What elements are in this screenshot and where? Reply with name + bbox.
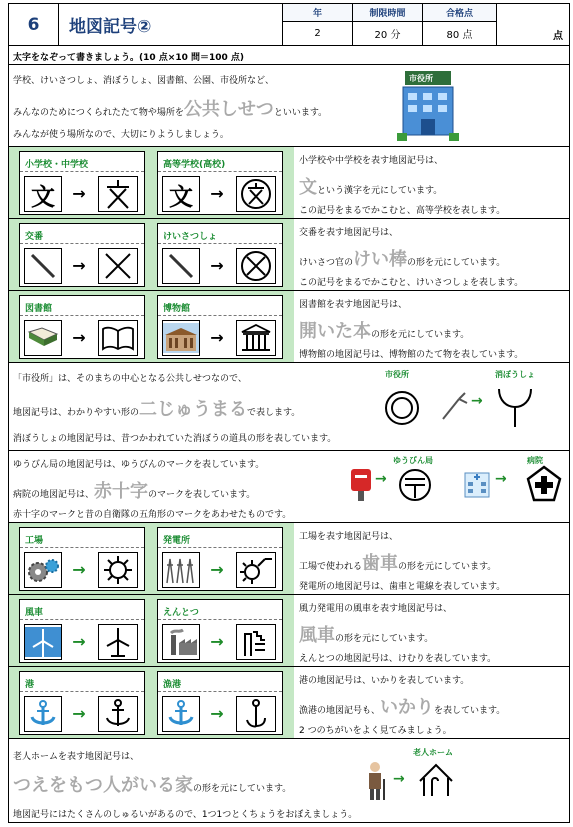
card-library [19,295,145,359]
fishing-port-symbol-icon [236,696,276,732]
card-label: 図書館 [20,296,144,316]
elder-home-label: 老人ホーム [413,748,453,757]
symbol-row-port [9,666,569,738]
card-police-station [157,223,283,287]
trace-word-hiraitahon[interactable]: 開いた本 [299,321,371,342]
baton-image [162,248,200,284]
chimney-image [162,624,200,660]
pass-value: 80 点 [446,30,473,41]
arrow-icon: → [210,255,224,275]
post-line1: ゆうびん局の地図記号は、ゆうびんのマークを表しています。 [13,460,265,470]
instruction: 太字をなぞって書きましょう。(10 点×10 問＝100 点) [13,53,245,63]
desc-line: 図書館を表す地図記号は、 [299,300,408,310]
intro-text: みんなのためにつくられたたて物や場所を [13,108,184,118]
cityhall-text: 地図記号は、わかりやすい形の [13,408,140,418]
arrow-icon: → [210,703,224,723]
card-label: 風車 [20,600,144,620]
card-label: 博物館 [158,296,282,316]
trace-word-fusha[interactable]: 風車 [299,625,335,646]
trace-word-keibo[interactable]: けい棒 [353,249,408,270]
desc-line [299,245,505,271]
source-image [24,176,62,212]
city-hall-sign: 市役所 [409,74,433,83]
baton-image [24,248,62,284]
trace-word-bun[interactable]: 文 [299,177,317,198]
desc-text: の形を元にしています。 [371,330,470,340]
elder-text: の形を元にしています。 [193,784,292,794]
desc-line [299,693,505,719]
chimney-symbol-icon [236,624,276,660]
city-hall-symbol-icon [383,389,421,427]
symbol-row-police [9,218,569,290]
symbol-row-library [9,290,569,362]
arrow-icon: → [471,393,483,409]
city-hall-section [9,362,569,450]
arrow-icon: → [72,255,86,275]
pylon-image [162,552,200,588]
page-title: 地図記号② [59,4,283,45]
school-symbol-icon [98,176,138,212]
trace-word-tsue[interactable]: つえをもつ人がいる家 [13,775,193,796]
desc-line: 風力発電用の風車を表す地図記号は、 [299,604,453,614]
desc-text: を表しています。 [434,706,506,716]
kanji-glyph: 文 [31,182,55,211]
city-hall-label: 市役所 [385,370,409,379]
card-elementary-school [19,151,145,215]
trace-word-sekijuji[interactable]: 赤十字 [94,481,149,502]
score-unit: 点 [553,31,563,42]
desc-line: この記号をまるでかこむと、高等学校を表します。 [299,206,506,216]
desc-line: 交番を表す地図記号は、 [299,228,399,238]
card-windmill [19,599,145,663]
desc-line: 発電所の地図記号は、歯車と電線を表しています。 [299,582,506,592]
card-power-plant [157,527,283,591]
windmill-symbol-icon [98,624,138,660]
post-text: 病院の地図記号は、 [13,490,95,500]
symbol-row-windmill [9,594,569,666]
symbol-row-school [9,146,569,218]
card-label: 高等学校(高校) [158,152,282,172]
arrow-icon: → [495,471,507,487]
fire-hook-icon [441,391,469,421]
post-text: のマークを表しています。 [148,490,256,500]
museum-image [162,320,200,356]
cityhall-text: で表します。 [247,408,301,418]
intro-line3: みんなが使う場所なので、大切にりようしましょう。 [13,130,229,140]
card-high-school [157,151,283,215]
desc-line: 工場を表す地図記号は、 [299,532,399,542]
museum-symbol-icon [236,320,276,356]
card-label: 小学校・中学校 [20,152,144,172]
mailbox-icon [349,467,373,501]
post-hospital-section [9,450,569,522]
anchor-image [24,696,62,732]
desc-line [299,549,496,575]
card-port [19,671,145,735]
card-label: 工場 [20,528,144,548]
time-label: 制限時間 [353,4,422,22]
elder-home-symbol-icon [417,761,455,799]
elder-line2 [13,771,291,797]
cityhall-line3: 消ぼうしょの地図記号は、昔つかわれていた消ぼうの道具の形を表しています。 [13,434,337,444]
desc-text: という漢字を元にしています。 [317,186,443,196]
elder-line1: 老人ホームを表す地図記号は、 [13,752,140,762]
grade-value: 2 [314,28,321,39]
trace-word-nijumaru[interactable]: 二じゅうまる [139,399,248,420]
desc-text: の形を元にしています。 [407,258,506,268]
post-line2 [13,477,255,503]
cityhall-line1: 「市役所」は、そのまちの中心となる公共しせつなので、 [13,374,247,384]
lesson-number: 6 [9,4,59,45]
post-office-symbol-icon [397,467,433,503]
desc-text: 漁港の地図記号も、 [299,706,381,716]
pass-column [423,4,497,45]
arrow-icon: → [210,327,224,347]
card-museum [157,295,283,359]
card-label: 漁港 [158,672,282,692]
port-symbol-icon [98,696,138,732]
intro-section [9,64,569,146]
arrow-icon: → [72,559,86,579]
factory-symbol-icon [98,552,138,588]
city-hall-illustration [397,71,459,141]
time-column [353,4,423,45]
card-label: えんとつ [158,600,282,620]
arrow-icon: → [375,471,387,487]
arrow-icon: → [72,183,86,203]
kanji-glyph: 文 [169,182,193,211]
arrow-icon: → [210,631,224,651]
arrow-icon: → [72,703,86,723]
cityhall-line2 [13,395,300,421]
score-box[interactable] [497,4,569,45]
intro-text: といいます。 [273,108,328,118]
card-label: 交番 [20,224,144,244]
elder-person-icon [365,761,387,801]
fire-station-symbol-icon [495,385,535,429]
card-label: けいさつしょ [158,224,282,244]
desc-text: 工場で使われる [299,562,363,572]
gear-image [24,552,62,588]
desc-text: の形を元にしています。 [398,562,497,572]
police-box-symbol-icon [98,248,138,284]
police-station-symbol-icon [236,248,276,284]
desc-line: 小学校や中学校を表す地図記号は、 [299,156,444,166]
arrow-icon: → [210,183,224,203]
intro-line2 [13,95,327,121]
desc-line: 港の地図記号は、いかりを表しています。 [299,676,470,686]
desc-line: この記号をまるでかこむと、けいさつしょを表します。 [299,278,524,288]
source-image [162,176,200,212]
card-fishing-port [157,671,283,735]
hospital-label: 病院 [527,456,543,465]
desc-line [299,621,433,647]
worksheet [8,3,570,823]
trace-word-ikari[interactable]: いかり [380,697,435,718]
desc-text: けいさつ官の [299,258,354,268]
power-plant-symbol-icon [236,552,276,588]
post-office-label: ゆうびん局 [393,456,433,465]
grade-label: 年 [283,4,352,22]
fire-station-label: 消ぼうしょ [495,370,535,379]
pass-label: 合格点 [423,4,496,22]
card-factory [19,527,145,591]
arrow-icon: → [393,771,405,787]
trace-word-kokyo[interactable]: 公共しせつ [183,99,274,120]
elder-home-section [9,738,569,822]
desc-text: の形を元にしています。 [335,634,434,644]
card-label: 港 [20,672,144,692]
arrow-icon: → [72,631,86,651]
desc-line: えんとつの地図記号は、けむりを表しています。 [299,654,497,664]
time-value: 20 分 [374,30,401,41]
library-symbol-icon [98,320,138,356]
grade-column [283,4,353,45]
intro-line1: 学校、けいさつしょ、消ぼうしょ、図書館、公園、市役所など、 [13,76,275,86]
desc-line: 博物館の地図記号は、博物館のたて物を表しています。 [299,350,524,360]
desc-line [299,317,469,343]
post-line3: 赤十字のマークと昔の自衛隊の五角形のマークをあわせたものです。 [13,510,292,520]
arrow-icon: → [210,559,224,579]
arrow-icon: → [72,327,86,347]
card-label: 発電所 [158,528,282,548]
elder-line3: 地図記号にはたくさんのしゅるいがあるので、1つ1つとくちょうをおぼえましょう。 [13,810,358,820]
windmill-image [24,624,62,660]
trace-word-haguruma[interactable]: 歯車 [362,553,399,574]
symbol-row-factory [9,522,569,594]
desc-line: 2 つのちがいをよく見てみましょう。 [299,726,452,736]
card-chimney [157,599,283,663]
high-school-symbol-icon [236,176,276,212]
hospital-symbol-icon [525,465,563,503]
card-police-box [19,223,145,287]
header [9,4,569,46]
hospital-building-icon [463,469,491,499]
desc-line [299,173,442,199]
anchor-image [162,696,200,732]
book-image [24,320,62,356]
